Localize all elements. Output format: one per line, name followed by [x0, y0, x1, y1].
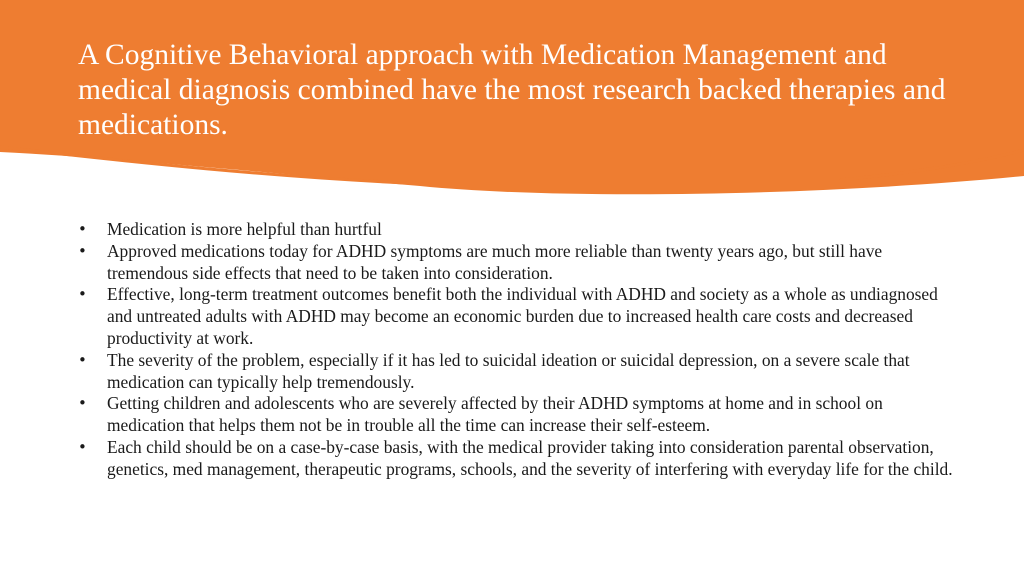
bullet-text: The severity of the problem, especially if it has led to suicidal ideation or suicidal depression, on a severe scale that medication can typically help tremendously. [107, 349, 910, 392]
bullet-marker: • [78, 241, 87, 260]
bullet-item [78, 393, 958, 437]
bullet-item [78, 350, 958, 394]
bullet-list [78, 219, 958, 481]
bullet-text: Getting children and adolescents who are severely affected by their ADHD symptoms at home and in school on medication that helps them not be in trouble all the time can increase their self-esteem. [107, 393, 883, 436]
bullet-item [78, 284, 958, 349]
bullet-item [78, 241, 958, 285]
bullet-text: Medication is more helpful than hurtful [107, 219, 382, 239]
bullet-marker: • [78, 350, 87, 369]
bullet-marker: • [78, 437, 87, 456]
bullet-item [78, 219, 958, 241]
bullet-marker: • [78, 220, 87, 238]
bullet-text: Effective, long-term treatment outcomes benefit both the individual with ADHD and society as a whole as undiagnosed and untreated adults with ADHD may become an economic burden due to increased health care costs and decreased productivity at work. [107, 284, 938, 348]
bullet-marker: • [78, 285, 87, 304]
bullet-marker: • [78, 394, 87, 413]
bullet-text: Each child should be on a case-by-case basis, with the medical provider taking into consideration parental observation, genetics, med management, therapeutic programs, schools, and the severity of interfering with everyday life for the child. [107, 436, 953, 479]
slide-title: A Cognitive Behavioral approach with Medication Management and medical diagnosis combined have the most research backed therapies and medications. [78, 39, 946, 141]
bullet-text: Approved medications today for ADHD symptoms are much more reliable than twenty years ago, but still have tremendous side effects that need to be taken into consideration. [107, 240, 883, 283]
bullet-item [78, 437, 958, 481]
